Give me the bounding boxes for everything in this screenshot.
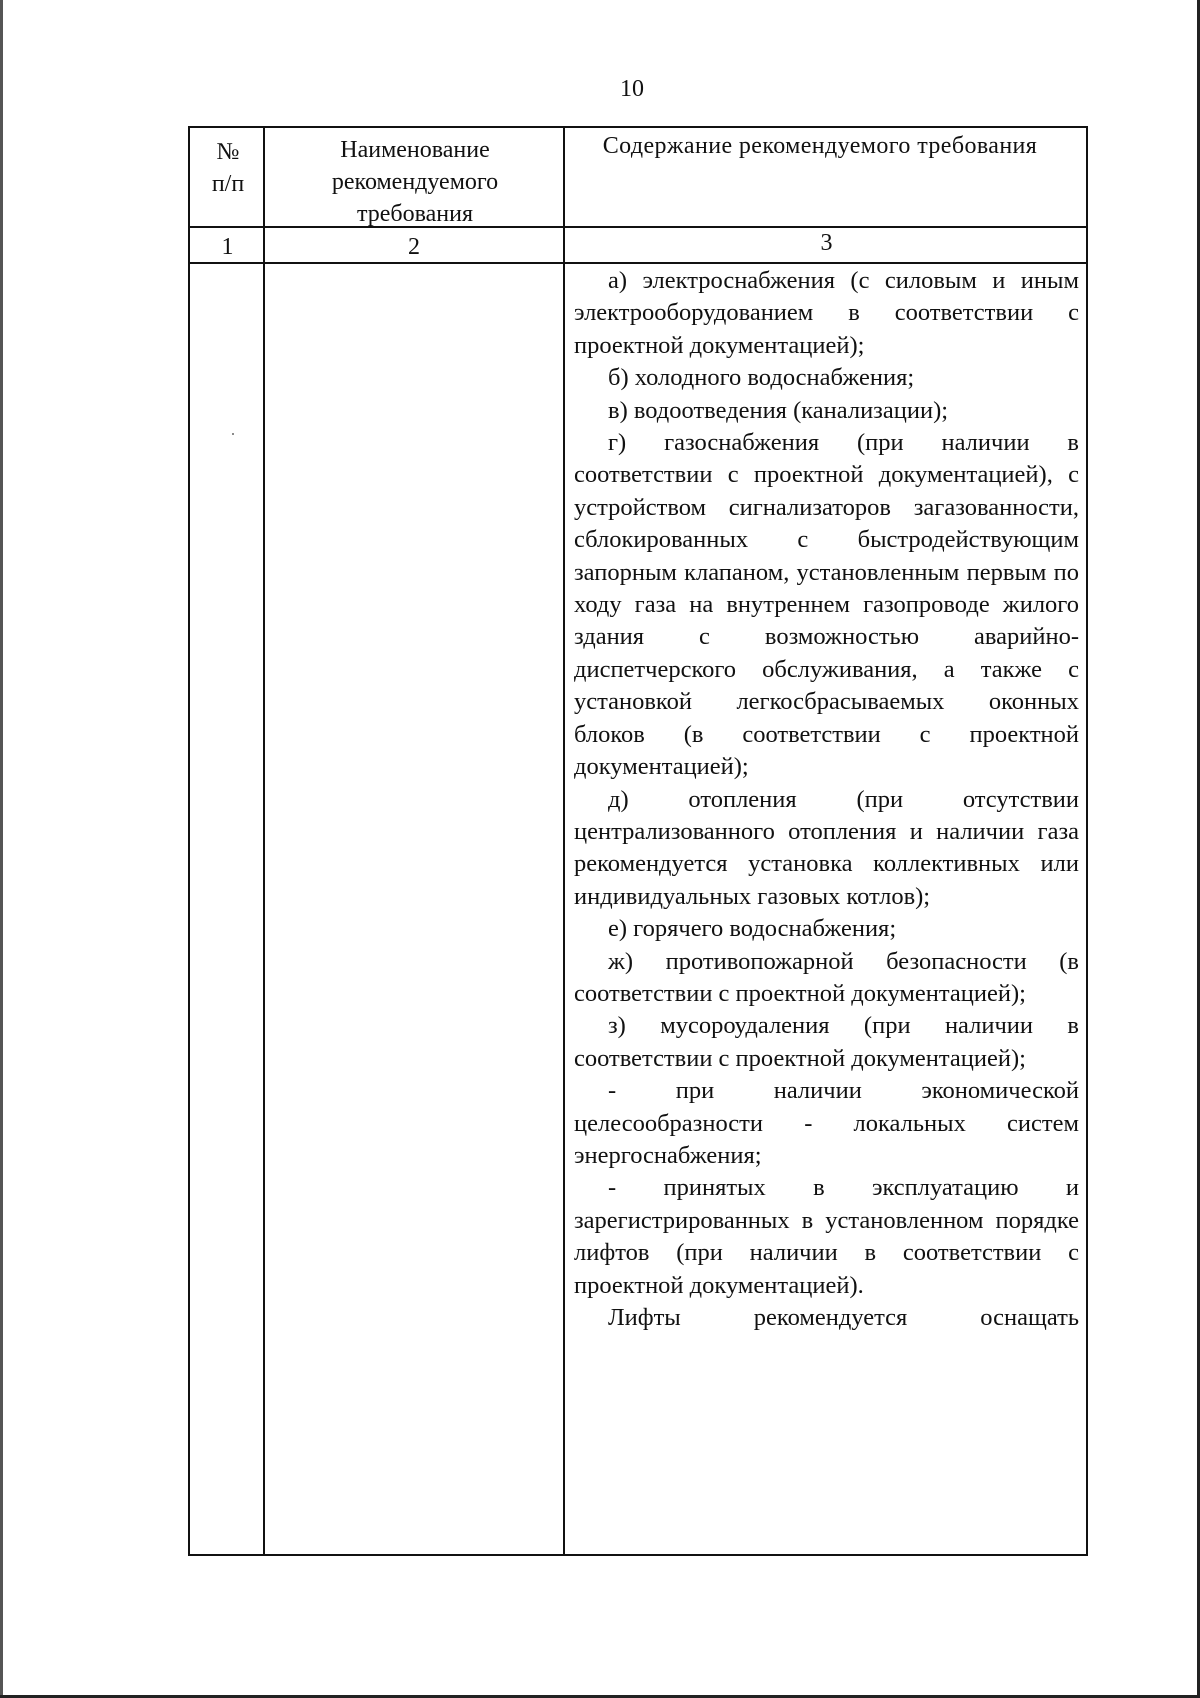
item-g-gas-supply: г) газоснабжения (при наличии в соответствии с проектной документацией), с устройством сигнализаторов загазованности, сблокированных с быстродействующим запорным клапаном, установленным первым по ходу газа на внутреннем газопроводе жилого здания с возможностью аварийно-диспетчерского обслуживания, а также с установкой легкосбрасываемых оконных блоков (в соответствии с проектной документацией);: [574, 429, 1079, 781]
item-b-cold-water: б) холодного водоснабжения;: [608, 364, 915, 392]
requirement-content: [574, 265, 1079, 1334]
page-number: 10: [620, 76, 644, 102]
item-e-hot-water: е) горячего водоснабжения;: [608, 915, 897, 943]
item-zh-fire-safety: ж) противопожарной безопасности (в соответствии с проектной документацией);: [574, 947, 1079, 1007]
item-local-energy-systems: - при наличии экономической целесообразности - локальных систем энергоснабжения;: [574, 1077, 1079, 1169]
column-number-2: 2: [408, 234, 420, 260]
item-z-waste-removal: з) мусороудаления (при наличии в соответствии с проектной документацией);: [574, 1012, 1079, 1072]
column-number-3: 3: [820, 230, 833, 256]
column-divider-1: [263, 128, 265, 1554]
item-elevators: - принятых в эксплуатацию и зарегистрированных в установленном порядке лифтов (при наличии в соответствии с проектной документацией).: [574, 1174, 1079, 1299]
header-requirement-name: Наименование рекомендуемого требования: [331, 137, 499, 227]
scan-speck: [232, 433, 234, 435]
item-v-drainage: в) водоотведения (канализации);: [608, 396, 949, 424]
elevators-equipment-note: Лифты рекомендуется оснащать: [608, 1304, 1079, 1331]
header-requirement-content: Содержание рекомендуемого требования: [602, 133, 1038, 159]
item-a-electricity: а) электроснабжения (с силовым и иным электрооборудованием в соответствии с проектной документацией);: [574, 267, 1079, 359]
scan-edge-left: [0, 0, 3, 1698]
requirements-table: [188, 126, 1088, 1556]
column-number-1: 1: [221, 234, 234, 260]
column-divider-2: [563, 128, 565, 1554]
header-number: № п/п: [211, 139, 245, 197]
item-d-heating: д) отопления (при отсутствии централизованного отопления и наличии газа рекомендуется установка коллективных или индивидуальных газовых котлов);: [574, 785, 1079, 910]
column-number-divider: [190, 262, 1086, 264]
